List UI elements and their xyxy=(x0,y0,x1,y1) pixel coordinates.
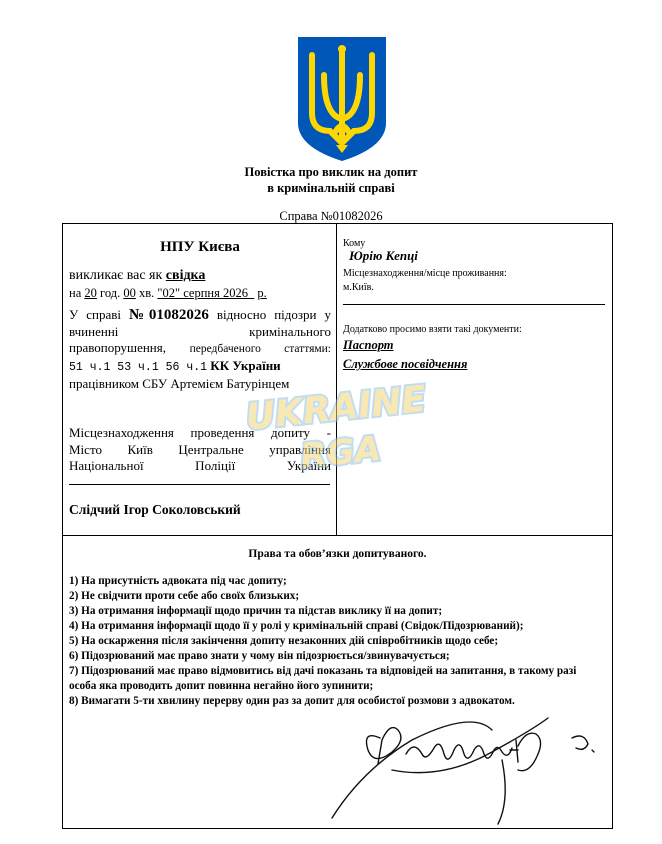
watermark-logo xyxy=(238,378,438,478)
rights-item: 5) На оскарження після закінчення допиту незаконних дій співробітників щодо себе; xyxy=(69,635,499,647)
date-suffix: р. xyxy=(257,286,267,300)
case-number: №01082026 xyxy=(128,307,209,323)
hour-suffix: год. xyxy=(100,286,121,300)
minute-value: 00 xyxy=(123,286,136,300)
residence-underline xyxy=(343,304,605,305)
rights-item: 6) Підозрюваний має право знати у чому він підозрюється/звинувачується; xyxy=(69,650,450,662)
articles-line xyxy=(69,358,331,377)
appointment-time xyxy=(69,285,267,301)
rights-item: 2) Не свідчити проти себе або своїх близьких; xyxy=(69,590,300,602)
title-line-1: Повістка про виклик на допит xyxy=(244,165,418,179)
place-line-2: Місто Київ Центральне управління xyxy=(69,441,331,457)
case-line3-small: передбаченого статтями: xyxy=(189,343,331,355)
summons-line xyxy=(69,268,205,284)
rights-item: 3) На отримання інформації щодо причин та підстав виклику її на допит; xyxy=(69,605,443,617)
rights-item: 4) На отримання інформації щодо її у ролі у кримінальній справі (Свідок/Підозрюваний); xyxy=(69,620,524,632)
summons-prefix: викликає вас як xyxy=(69,268,163,283)
case-line2-start: вчиненні xyxy=(69,323,119,339)
place-line-3: Національної Поліції України xyxy=(69,458,331,473)
title-line-2: в кримінальній справі xyxy=(267,181,395,195)
summons-role: свідка xyxy=(165,268,206,283)
articles: 51 ч.1 53 ч.1 56 ч.1 xyxy=(69,360,208,374)
time-prefix: на xyxy=(69,286,82,300)
date-value: "02" серпня 2026 xyxy=(157,286,248,300)
rights-list xyxy=(69,574,605,709)
case-line3-start: правопорушення, xyxy=(69,340,166,355)
officer: працівником СБУ Артемієм Батурінцем xyxy=(69,376,290,391)
residence-value: м.Київ. xyxy=(343,282,374,293)
case-mid: відносно підозри у xyxy=(216,307,332,322)
rights-item: 1) На присутність адвоката під час допиту; xyxy=(69,575,287,587)
recipient-name: Юрію Кепці xyxy=(349,248,418,263)
rights-title: Права та обов’язки допитуваного. xyxy=(248,548,427,560)
case-line-2 xyxy=(69,324,331,341)
coat-of-arms-icon xyxy=(296,35,388,163)
minute-suffix: хв. xyxy=(138,286,155,300)
case-prefix: У справі xyxy=(69,307,121,322)
case-label: Справа №01082026 xyxy=(279,209,383,223)
criminal-code: КК України xyxy=(210,357,281,373)
document-title xyxy=(0,164,662,196)
organization-name: НПУ Києва xyxy=(160,239,240,255)
watermark-line-2: RGA xyxy=(298,428,383,477)
hour-value: 20 xyxy=(84,286,97,300)
case-line-1 xyxy=(69,307,331,324)
place-label: Місцезнаходження проведення допиту - xyxy=(69,425,331,440)
place-underline xyxy=(69,484,330,485)
residence-label: Місцезнаходження/місце проживання: xyxy=(343,268,507,279)
document-passport: Паспорт xyxy=(343,338,394,352)
rights-item: 8) Вимагати 5-ти хвилину перерву один раз за допит для особистої розмови з адвокатом. xyxy=(69,695,515,707)
rights-item: 7) Підозрюваний має право відмовитись від дачі показань та відповідей на запитання, в такому разі особа яка проводить допит повинна негайно його зупинити; xyxy=(69,665,577,692)
documents-label: Додатково просимо взяти такі документи: xyxy=(343,324,522,335)
case-line-3 xyxy=(69,340,331,358)
document-service-id: Службове посвідчення xyxy=(343,357,468,371)
investigator-name: Слідчий Ігор Соколовський xyxy=(69,502,241,517)
signature xyxy=(322,700,604,828)
watermark-line-1: UKRAINE xyxy=(243,378,429,439)
case-line2-end: кримінального xyxy=(249,323,331,339)
to-label: Кому xyxy=(343,238,366,249)
